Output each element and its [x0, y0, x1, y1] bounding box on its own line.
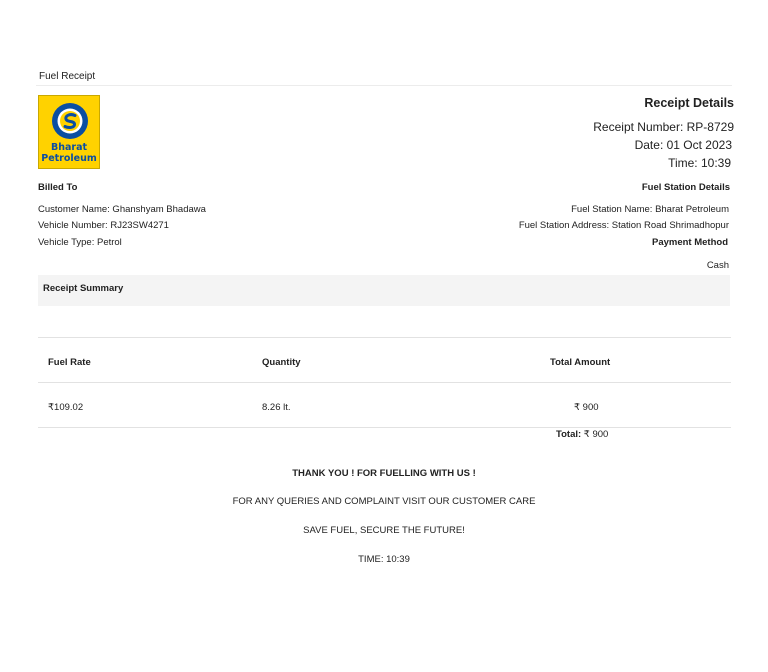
col-header-quantity: Quantity	[262, 357, 301, 368]
billed-to-heading: Billed To	[38, 182, 78, 193]
col-header-fuel-rate: Fuel Rate	[48, 357, 91, 368]
receipt-details-heading: Receipt Details	[644, 96, 734, 110]
logo-text-line2: Petroleum	[41, 153, 97, 164]
bharat-petroleum-logo	[38, 95, 100, 169]
header-divider	[36, 85, 732, 86]
table-header-border	[38, 382, 731, 383]
grand-total-value: ₹ 900	[583, 429, 609, 440]
payment-method-value: Cash	[706, 260, 729, 271]
footer-time: TIME: 10:39	[358, 554, 410, 565]
document-title: Fuel Receipt	[39, 71, 96, 82]
cell-quantity: 8.26 lt.	[262, 402, 291, 413]
grand-total	[556, 429, 608, 440]
table-bottom-border	[38, 427, 731, 428]
thank-you-message: THANK YOU ! FOR FUELLING WITH US !	[292, 468, 476, 479]
fuel-station-name: Fuel Station Name: Bharat Petroleum	[571, 204, 729, 215]
receipt-time: Time: 10:39	[668, 156, 731, 170]
grand-total-label: Total:	[556, 429, 582, 440]
receipt-summary-label: Receipt Summary	[43, 283, 124, 294]
logo-text-line1: Bharat	[50, 142, 88, 153]
fuel-station-address: Fuel Station Address: Station Road Shrimadhopur	[518, 220, 729, 231]
customer-name: Customer Name: Ghanshyam Bhadawa	[38, 204, 206, 215]
cell-total-amount: ₹ 900	[574, 402, 599, 413]
fuel-station-heading: Fuel Station Details	[641, 182, 730, 193]
col-header-total-amount: Total Amount	[550, 357, 611, 368]
receipt-number: Receipt Number: RP-8729	[593, 120, 734, 134]
receipt-summary-bar	[38, 275, 730, 306]
customer-care-message: FOR ANY QUERIES AND COMPLAINT VISIT OUR CUSTOMER CARE	[232, 496, 536, 507]
receipt-date: Date: 01 Oct 2023	[634, 138, 732, 152]
slogan-message: SAVE FUEL, SECURE THE FUTURE!	[303, 525, 465, 536]
table-top-border	[38, 337, 731, 338]
cell-fuel-rate: ₹109.02	[48, 402, 84, 413]
payment-method-heading: Payment Method	[651, 237, 728, 248]
bpcl-emblem-icon	[51, 102, 89, 140]
vehicle-type: Vehicle Type: Petrol	[38, 237, 122, 248]
vehicle-number: Vehicle Number: RJ23SW4271	[38, 220, 169, 231]
